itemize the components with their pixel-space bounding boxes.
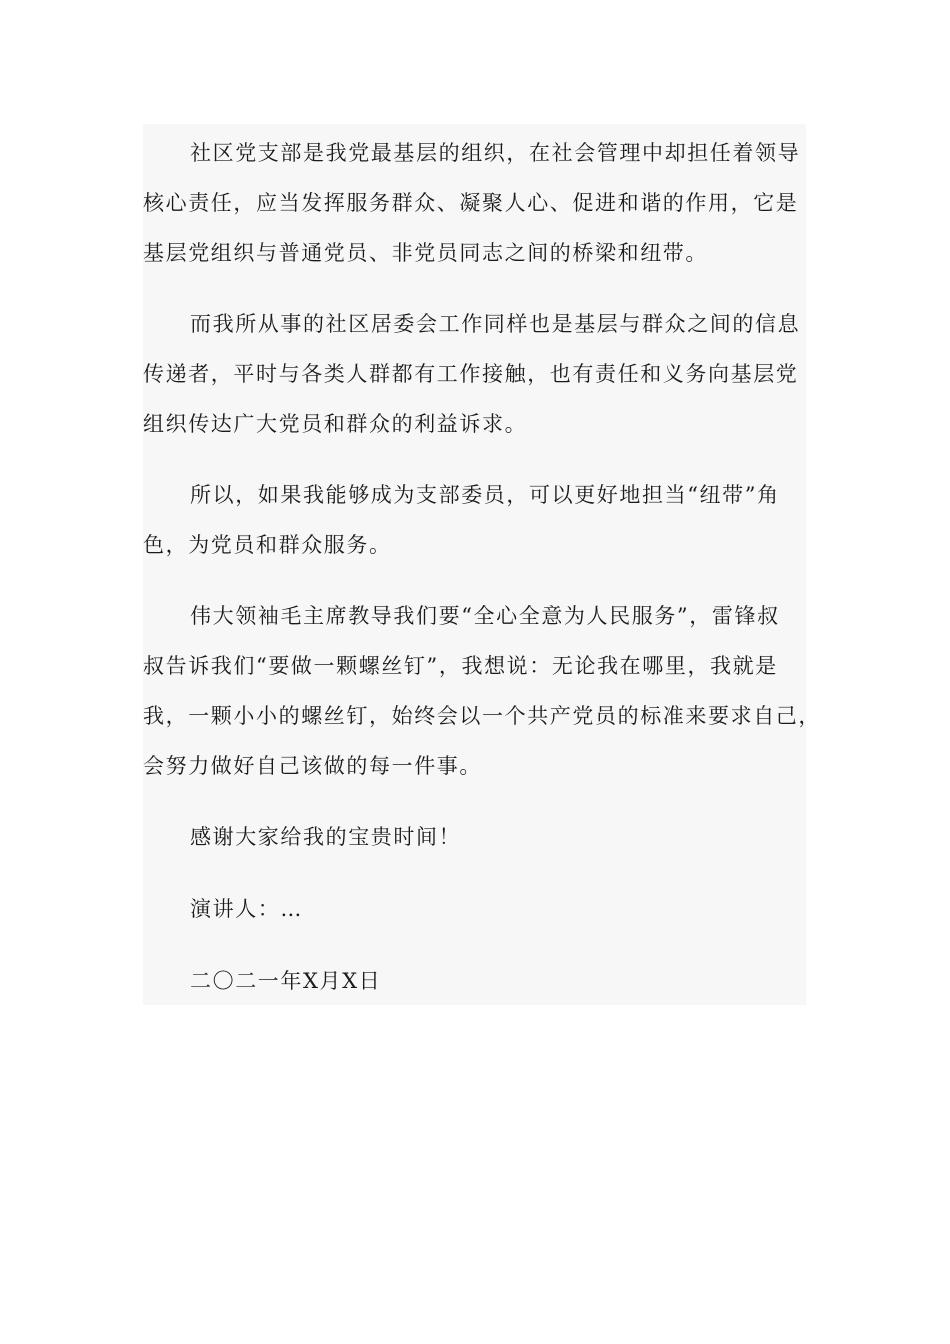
paragraph-line: 社区党支部是我党最基层的组织，在社会管理中却担任着领导 bbox=[190, 141, 801, 165]
paragraph-line: 感谢大家给我的宝贵时间！ bbox=[190, 825, 462, 849]
paragraph-line: 所以，如果我能够成为支部委员，可以更好地担当“纽带”角 bbox=[190, 483, 780, 507]
document-text-block bbox=[143, 124, 821, 1005]
paragraph-4 bbox=[143, 591, 821, 791]
speaker-line bbox=[143, 884, 806, 934]
paragraph-line: 色，为党员和群众服务。 bbox=[143, 533, 392, 557]
paragraph-line: 基层党组织与普通党员、非党员同志之间的桥梁和纽带。 bbox=[143, 241, 708, 265]
paragraph-line: 会努力做好自己该做的每一件事。 bbox=[143, 754, 482, 778]
paragraph-2 bbox=[143, 299, 806, 449]
paragraph-1 bbox=[143, 128, 806, 278]
date-line bbox=[143, 956, 806, 1006]
paragraph-line: 传递者，平时与各类人群都有工作接触，也有责任和义务向基层党 bbox=[143, 362, 799, 386]
paragraph-line: 组织传达广大党员和群众的利益诉求。 bbox=[143, 412, 528, 436]
paragraph-line: 而我所从事的社区居委会工作同样也是基层与群众之间的信息 bbox=[190, 312, 801, 336]
paragraph-3 bbox=[143, 470, 806, 570]
paragraph-line: 我，一颗小小的螺丝钉，始终会以一个共产党员的标准来要求自己， bbox=[143, 704, 821, 728]
paragraph-line: 伟大领袖毛主席教导我们要“全心全意为人民服务”，雷锋叔 bbox=[190, 604, 780, 628]
paragraph-line: 演讲人：… bbox=[190, 897, 303, 921]
closing-thanks bbox=[143, 812, 806, 862]
paragraph-line: 核心责任，应当发挥服务群众、凝聚人心、促进和谐的作用，它是 bbox=[143, 191, 799, 215]
paragraph-line: 二〇二一年X月X日 bbox=[190, 969, 382, 993]
paragraph-line: 叔告诉我们“要做一颗螺丝钉”，我想说：无论我在哪里，我就是 bbox=[143, 654, 778, 678]
